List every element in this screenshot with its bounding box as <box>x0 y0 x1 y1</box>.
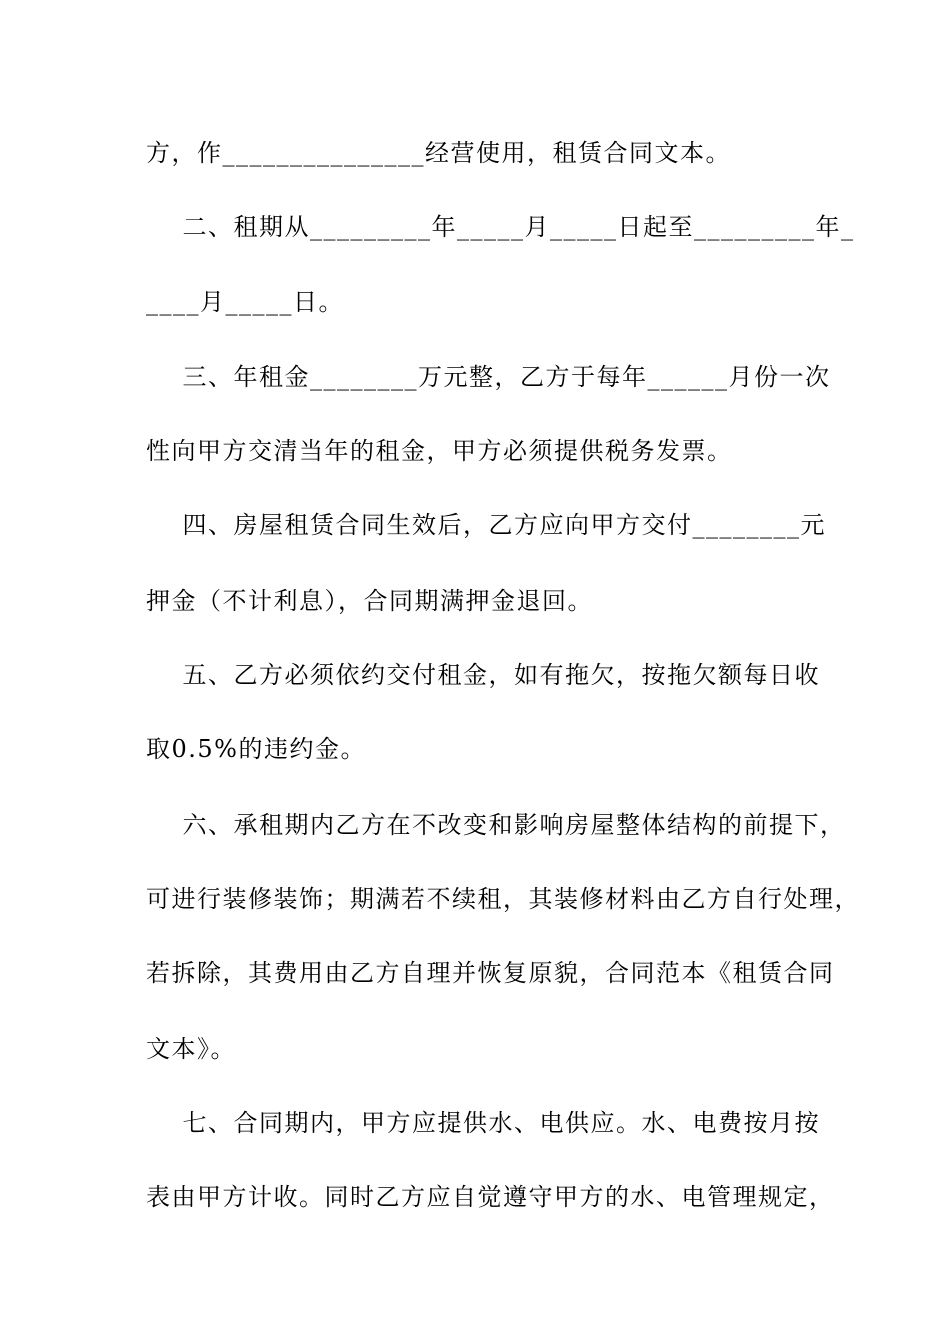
text-line-13: 文本》。 <box>146 1035 236 1063</box>
text-line-15: 表由甲方计收。同时乙方应自觉遵守甲方的水、电管理规定， <box>146 1183 835 1211</box>
text-line-12: 若拆除，其费用由乙方自理并恢复原貌，合同范本《租赁合同 <box>146 959 835 987</box>
text-line-8: 五、乙方必须依约交付租金，如有拖欠，按拖欠额每日收 <box>146 661 821 689</box>
text-line-7: 押金（不计利息），合同期满押金退回。 <box>146 587 593 615</box>
text-line-3: ____月_____日。 <box>146 288 344 316</box>
text-line-2: 二、租期从_________年_____月_____日起至_________年_ <box>146 213 855 241</box>
text-line-5: 性向甲方交清当年的租金，甲方必须提供税务发票。 <box>146 437 733 465</box>
text-line-6: 四、房屋租赁合同生效后，乙方应向甲方交付________元 <box>146 511 827 539</box>
text-line-11: 可进行装修装饰；期满若不续租，其装修材料由乙方自行处理， <box>146 885 860 913</box>
text-line-4: 三、年租金________万元整，乙方于每年______月份一次 <box>146 363 831 391</box>
text-line-14: 七、合同期内，甲方应提供水、电供应。水、电费按月按 <box>146 1109 821 1137</box>
text-line-1: 方，作_______________经营使用，租赁合同文本。 <box>146 139 731 167</box>
text-line-9: 取0.5%的违约金。 <box>146 735 366 763</box>
text-line-10: 六、承租期内乙方在不改变和影响房屋整体结构的前提下， <box>146 811 846 839</box>
